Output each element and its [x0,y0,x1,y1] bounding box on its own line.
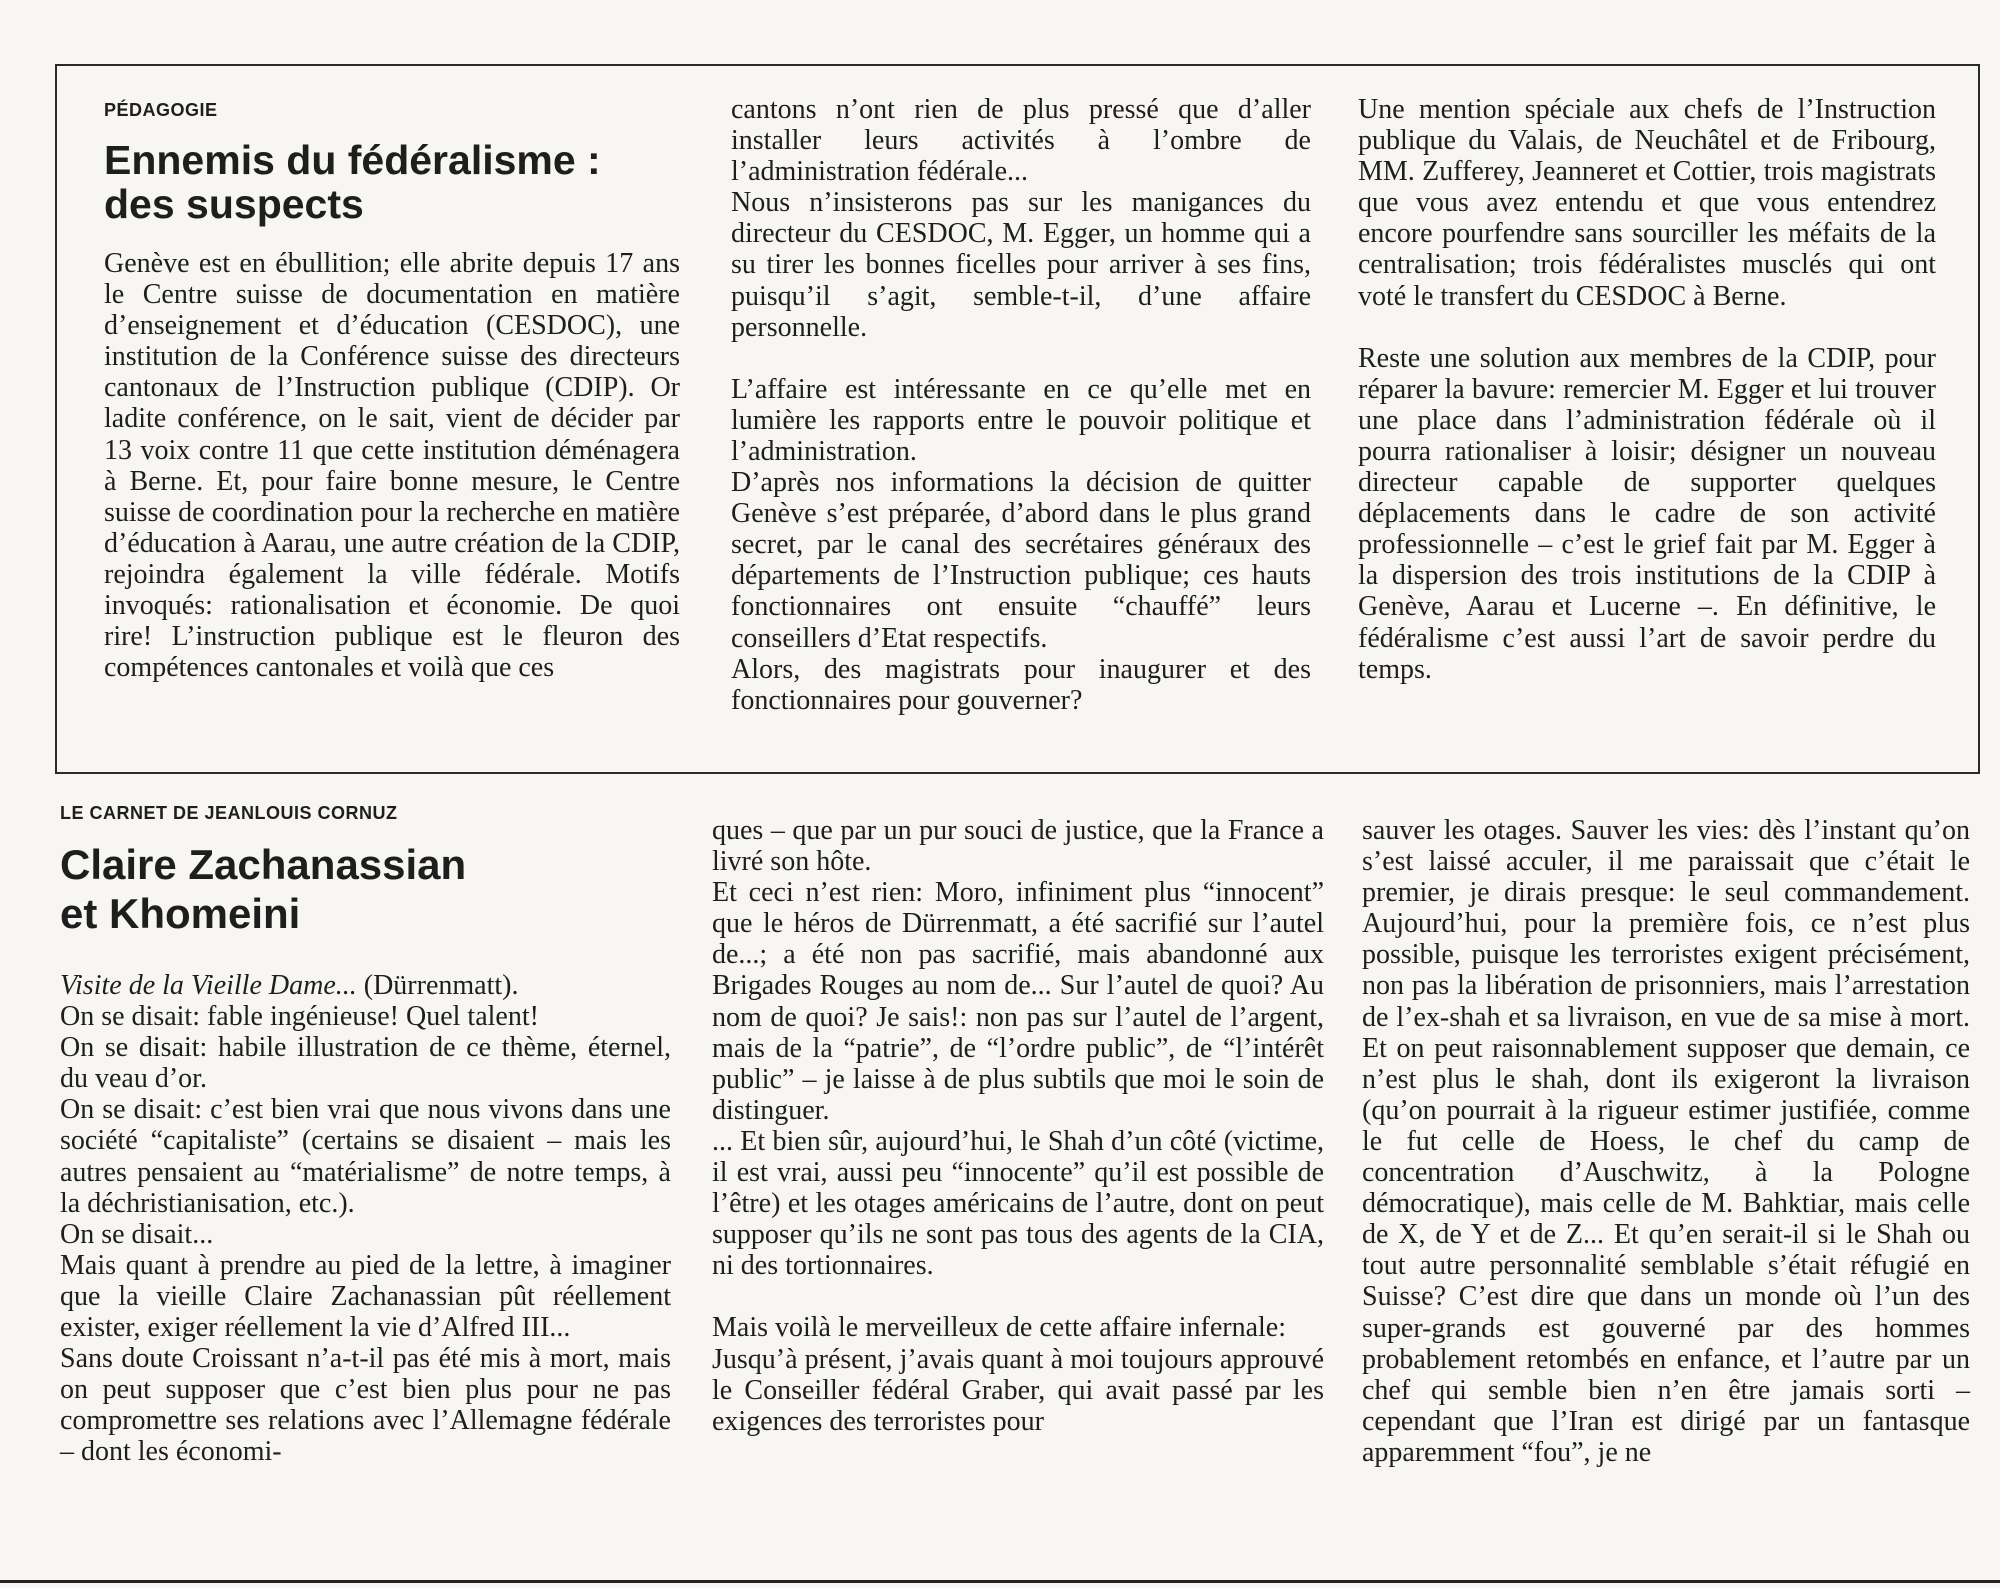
top-article-col-3 [1358,94,1936,685]
top-article-col-1 [104,248,680,683]
paragraph: On se disait: habile illustration de ce thème, éternel, du veau d’or. [60,1032,671,1095]
paragraph: ... Et bien sûr, aujourd’hui, le Shah d’un côté (victime, il est vrai, aussi peu “innocente” qu’il est possible de l’être) et les otages américains de l’autre, dont on peut supposer qu’ils ne sont pas tous des agents de la CIA, ni des tortionnaires. [712,1125,1324,1282]
paragraph: Reste une solution aux membres de la CDIP, pour réparer la bavure: remercier M. Egger et lui trouver une place dans l’administration fédérale où il pourra rationaliser à loisir; désigner un nouveau directeur capable de supporter quelques déplacements dans le cadre de son activité professionnelle – c’est le grief fait par M. Egger à la dispersion des trois institutions de la CDIP à Genève, Aarau et Lucerne –. En définitive, le fédéralisme c’est aussi l’art de savoir perdre du temps. [1358,342,1936,685]
paragraph [60,970,671,1001]
paragraph: ques – que par un pur souci de justice, que la France a livré son hôte. [712,815,1324,878]
top-article-title: Ennemis du fédéralisme : des suspects [104,137,601,227]
paragraph: cantons n’ont rien de plus pressé que d’aller installer leurs activités à l’ombre de l’administration fédérale... [731,94,1311,188]
bottom-article-title: Claire Zachanassian et Khomeini [60,841,467,937]
paragraph: On se disait... [60,1218,214,1250]
top-article-kicker: PÉDAGOGIE [104,100,218,120]
top-article-col-2 [731,94,1311,716]
paragraph: Mais voilà le merveilleux de cette affaire infernale: [712,1312,1286,1344]
bottom-article-col-1 [60,970,671,1468]
play-author: (Dürrenmatt). [356,970,519,1001]
bottom-article-col-3 [1362,815,1970,1468]
paragraph: Nous n’insisterons pas sur les manigances du directeur du CESDOC, M. Egger, un homme qui a su tirer les bonnes ficelles pour arriver à ses fins, puisqu’il s’agit, semble-t-il, d’une affaire personnelle. [731,187,1311,343]
paragraph: Sans doute Croissant n’a-t-il pas été mis à mort, mais on peut supposer que c’est bien plus pour ne pas compromettre ses relations avec l’Allemagne fédérale – dont les économi- [60,1343,671,1468]
paragraph: Mais quant à prendre au pied de la lettre, à imaginer que la vieille Claire Zachanassian pût réellement exister, exiger réellement la vie d’Alfred III... [60,1249,671,1344]
paragraph: Alors, des magistrats pour inaugurer et des fonctionnaires pour gouverner? [731,653,1311,716]
bottom-article-col-2 [712,815,1324,1437]
paragraph: L’affaire est intéressante en ce qu’elle met en lumière les rapports entre le pouvoir politique et l’administration. [731,373,1311,467]
paragraph: D’après nos informations la décision de quitter Genève s’est préparée, d’abord dans le plus grand secret, par le canal des secrétaires généraux des départements de l’Instruction publique; ces hauts fonctionnaires ont ensuite “chauffé” leurs conseillers d’Etat respectifs. [731,467,1311,654]
paragraph: sauver les otages. Sauver les vies: dès l’instant qu’on s’est laissé acculer, il me paraissait que c’était le premier, je dirais presque: le seul commandement. Aujourd’hui, pour la première fois, ce n’est plus possible, puisque les terroristes exigent précisément, non pas la libération de prisonniers, mais l’arrestation de l’ex-shah et sa livraison, en vue de sa mise à mort. Et on peut raisonnablement supposer que demain, ce n’est plus le shah, dont ils exigeront la livraison (qu’on pourrait à la rigueur estimer justifiée, comme le fut celle de Hoess, le chef du camp de concentration d’Auschwitz, à la Pologne démocratique), mais celle de M. Bahktiar, mais celle de X, de Y et de Z... Et qu’en serait-il si le Shah ou tout autre personnalité semblable s’était réfugié en Suisse? C’est dire que dans un monde où l’un des super-grands est gouverné par des hommes probablement retombés en enfance, et l’autre par un chef qui semble bien n’en être jamais sorti – cependant que l’Iran est dirigé par un fantasque apparemment “fou”, je ne [1362,815,1970,1468]
paragraph: Et ceci n’est rien: Moro, infiniment plus “innocent” que le héros de Dürrenmatt, a été sacrifié sur l’autel de...; a été non pas sacrifié, mais abandonné aux Brigades Rouges au nom de... Sur l’autel de quoi? Au nom de quoi? Je sais!: non pas sur l’autel de l’argent, mais de la “patrie”, de “l’ordre public”, de “l’intérêt public” – je laisse à de plus subtils que moi le soin de distinguer. [712,877,1324,1126]
paragraph: On se disait: fable ingénieuse! Quel talent! [60,1001,539,1033]
paragraph: Jusqu’à présent, j’avais quant à moi toujours approuvé le Conseiller fédéral Graber, qui avait passé par les exigences des terroristes pour [712,1343,1324,1437]
bottom-article-kicker: LE CARNET DE JEANLOUIS CORNUZ [60,803,398,823]
play-title: Visite de la Vieille Dame... [60,970,357,1001]
paragraph: On se disait: c’est bien vrai que nous vivons dans une société “capitaliste” (certains se disaient – mais les autres pensaient au “matérialisme” de notre temps, à la déchristianisation, etc.). [60,1094,671,1219]
page-bottom-rule [0,1580,2000,1583]
paragraph: Une mention spéciale aux chefs de l’Instruction publique du Valais, de Neuchâtel et de Fribourg, MM. Zufferey, Jeanneret et Cottier, trois magistrats que vous avez entendu et que vous entendrez encore pourfendre sans sourciller les méfaits de la centralisation; trois fédéralistes musclés qui ont voté le transfert du CESDOC à Berne. [1358,94,1936,312]
paragraph: Genève est en ébullition; elle abrite depuis 17 ans le Centre suisse de documentation en matière d’enseignement et d’éducation (CESDOC), une institution de la Conférence suisse des directeurs cantonaux de l’Instruction publique (CDIP). Or ladite conférence, on le sait, vient de décider par 13 voix contre 11 que cette institution déménagera à Berne. Et, pour faire bonne mesure, le Centre suisse de coordination pour la recherche en matière d’éducation à Aarau, une autre création de la CDIP, rejoindra également la ville fédérale. Motifs invoqués: rationalisation et économie. De quoi rire! L’instruction publique est le fleuron des compétences cantonales et voilà que ces [104,248,680,684]
